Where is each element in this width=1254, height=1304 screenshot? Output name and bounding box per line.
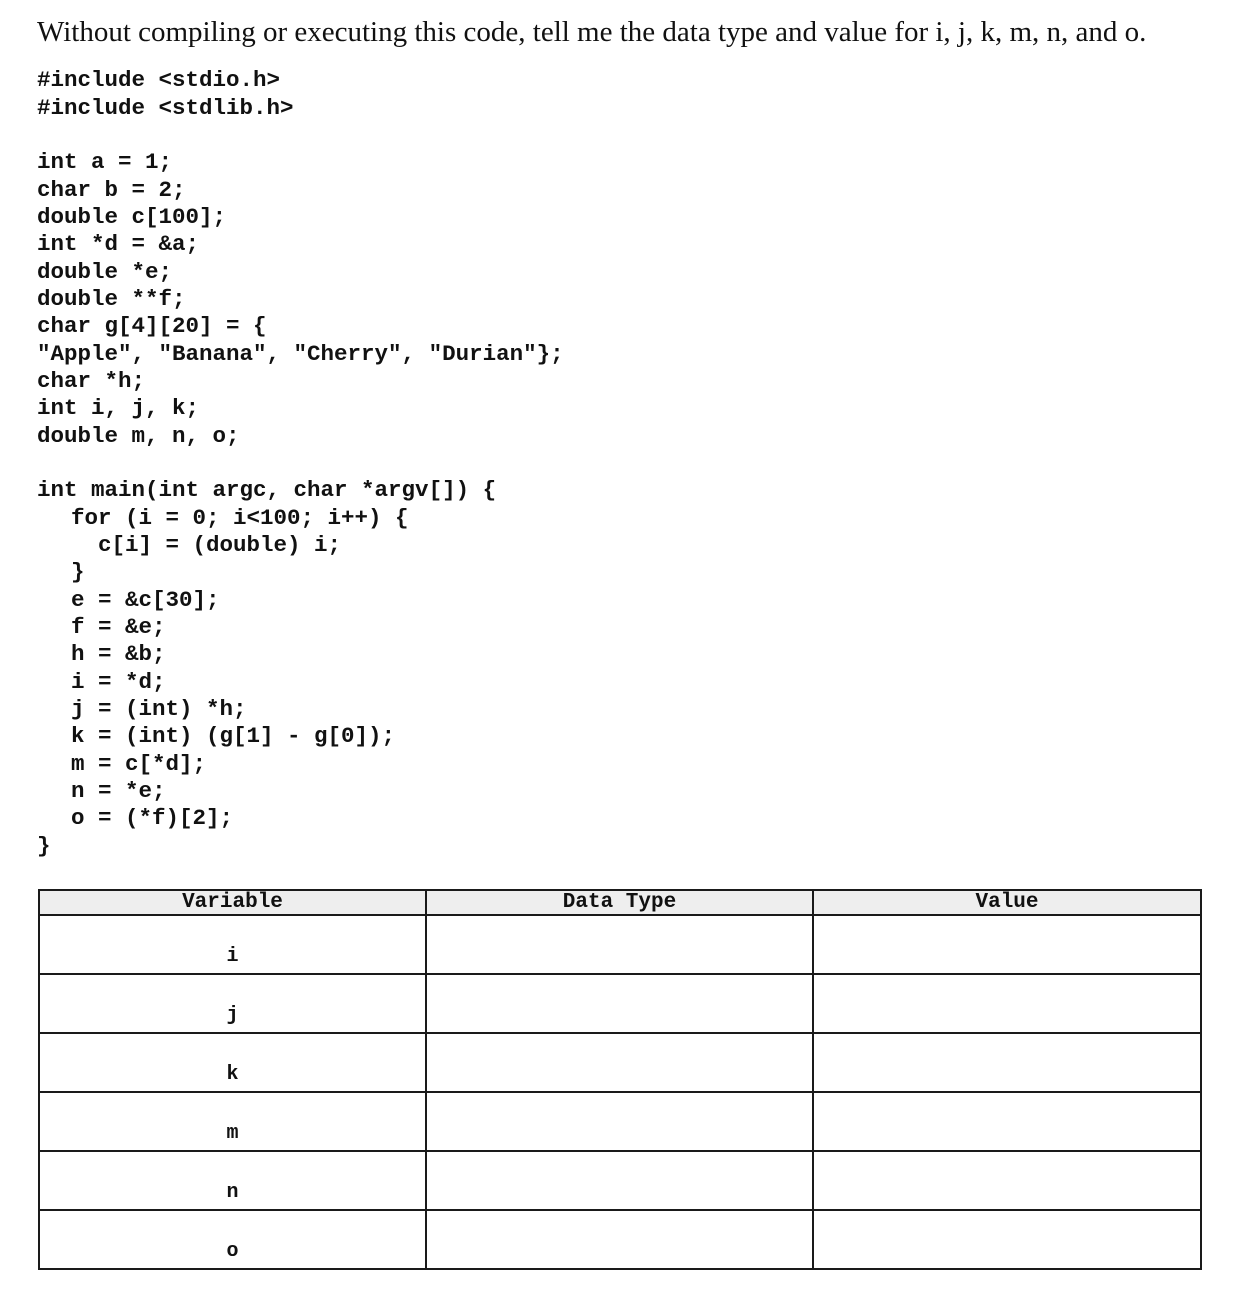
code-line: #include <stdio.h> [37, 67, 281, 93]
code-line: i = *d; [44, 669, 166, 695]
code-line: c[i] = (double) i; [44, 532, 342, 558]
code-line: e = &c[30]; [44, 587, 220, 613]
header-variable: Variable [39, 890, 426, 915]
data-type-cell[interactable] [426, 1151, 813, 1210]
header-value: Value [813, 890, 1201, 915]
code-line: } [44, 559, 85, 585]
value-cell[interactable] [813, 1092, 1201, 1151]
code-line: int main(int argc, char *argv[]) { [37, 477, 497, 503]
code-listing [37, 0, 1197, 870]
code-line: f = &e; [44, 614, 166, 640]
code-line: int a = 1; [37, 149, 173, 175]
value-cell[interactable] [813, 1033, 1201, 1092]
code-line: double *e; [37, 259, 173, 285]
value-cell[interactable] [813, 1210, 1201, 1269]
answer-table [38, 889, 1202, 1270]
question-prompt: Without compiling or executing this code, tell me the data type and value for i, j, k, m, n, and o. [37, 16, 1147, 48]
variable-name: n [226, 1181, 239, 1204]
table-row [39, 1092, 1201, 1151]
variable-cell [39, 1033, 426, 1092]
code-line: o = (*f)[2]; [44, 805, 234, 831]
data-type-cell[interactable] [426, 974, 813, 1033]
code-line: "Apple", "Banana", "Cherry", "Durian"}; [37, 341, 564, 367]
code-line: char b = 2; [37, 177, 186, 203]
code-line: #include <stdlib.h> [37, 95, 294, 121]
code-line: double m, n, o; [37, 423, 240, 449]
code-line: double c[100]; [37, 204, 227, 230]
code-line: k = (int) (g[1] - g[0]); [44, 723, 396, 749]
code-line: int i, j, k; [37, 395, 200, 421]
variable-cell [39, 1151, 426, 1210]
code-line: char g[4][20] = { [37, 313, 267, 339]
table-header-row [39, 890, 1201, 915]
variable-cell [39, 1210, 426, 1269]
code-line: char *h; [37, 368, 146, 394]
header-data-type: Data Type [426, 890, 813, 915]
variable-name: o [226, 1240, 239, 1263]
table-row [39, 1033, 1201, 1092]
table-row [39, 1151, 1201, 1210]
code-line: j = (int) *h; [44, 696, 247, 722]
variable-cell [39, 915, 426, 974]
variable-cell [39, 1092, 426, 1151]
code-line: } [37, 833, 51, 859]
variable-name: j [226, 1004, 239, 1027]
code-line: h = &b; [44, 641, 166, 667]
variable-name: i [226, 945, 239, 968]
data-type-cell[interactable] [426, 1210, 813, 1269]
value-cell[interactable] [813, 1151, 1201, 1210]
table-row [39, 1210, 1201, 1269]
code-line: n = *e; [44, 778, 166, 804]
value-cell[interactable] [813, 974, 1201, 1033]
variable-name: k [226, 1063, 239, 1086]
variable-name: m [226, 1122, 239, 1145]
code-line: double **f; [37, 286, 186, 312]
table-row [39, 915, 1201, 974]
code-line: int *d = &a; [37, 231, 200, 257]
data-type-cell[interactable] [426, 1092, 813, 1151]
variable-cell [39, 974, 426, 1033]
value-cell[interactable] [813, 915, 1201, 974]
code-line: m = c[*d]; [44, 751, 207, 777]
code-line: for (i = 0; i<100; i++) { [44, 505, 409, 531]
data-type-cell[interactable] [426, 1033, 813, 1092]
table-row [39, 974, 1201, 1033]
data-type-cell[interactable] [426, 915, 813, 974]
